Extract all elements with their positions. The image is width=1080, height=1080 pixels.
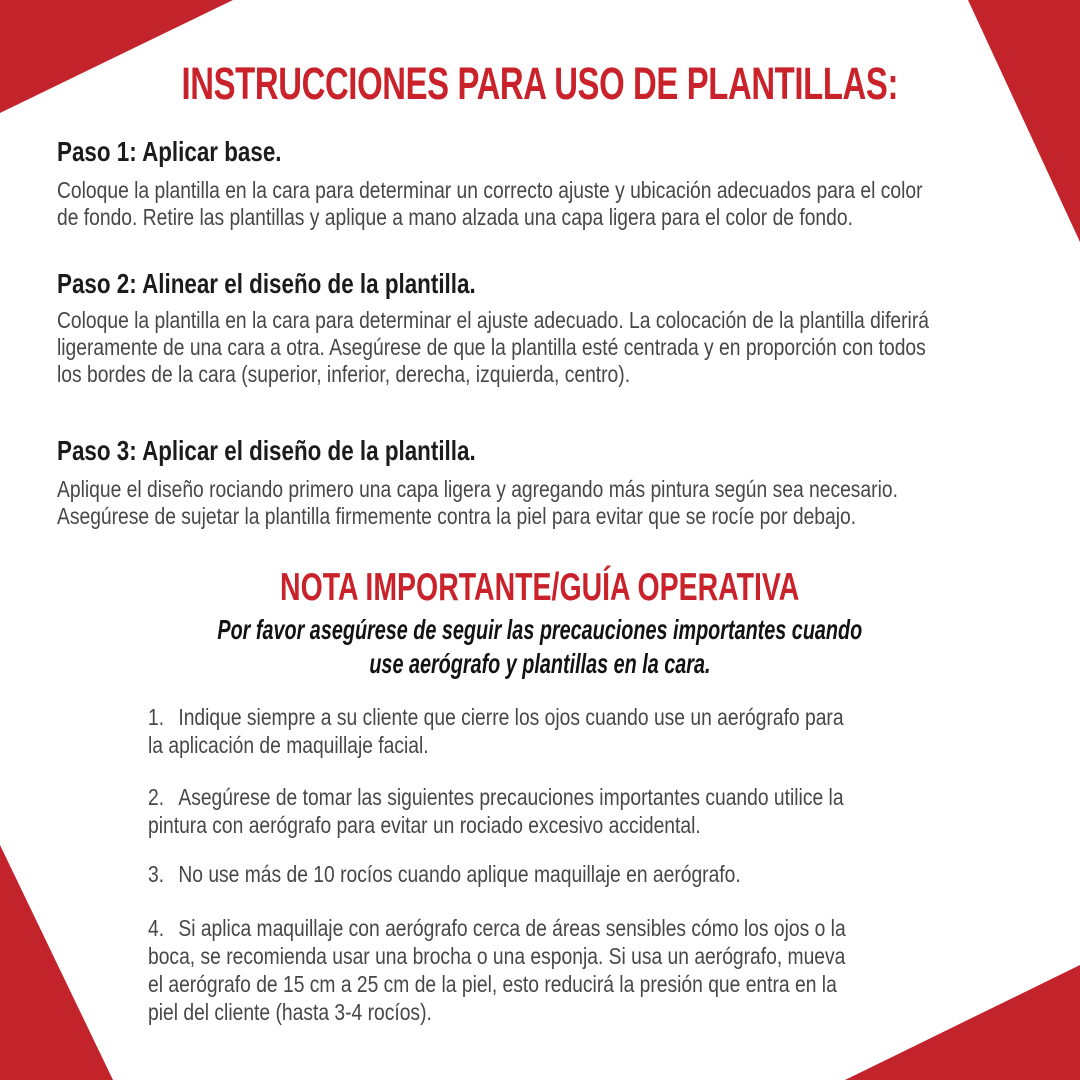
list-line-text: Asegúrese de tomar las siguientes precauciones importantes cuando utilice la: [178, 784, 844, 810]
subtitle-line-text: Por favor asegúrese de seguir las precauciones importantes cuando: [217, 614, 863, 645]
list-line: boca, se recomienda usar una brocha o una esponja. Si usa un aerógrafo, mueva: [148, 943, 846, 969]
note-subtitle: [0, 613, 1080, 681]
body-line: Coloque la plantilla en la cara para determinar el ajuste adecuado. La colocación de la plantilla diferirá: [57, 307, 929, 333]
list-line: [148, 860, 741, 888]
note-heading: [0, 566, 1080, 610]
list-number: 1.: [148, 704, 165, 730]
list-number: 4.: [148, 915, 165, 941]
step1-heading-text: Paso 1: Aplicar base.: [57, 136, 282, 167]
list-line-text: No use más de 10 rocíos cuando aplique maquillaje en aerógrafo.: [178, 861, 741, 887]
body-line: Coloque la plantilla en la cara para determinar un correcto ajuste y ubicación adecuados para el color: [57, 177, 923, 203]
list-line: piel del cliente (hasta 3-4 rocíos).: [148, 999, 432, 1025]
body-line: ligeramente de una cara a otra. Asegúrese de que la plantilla esté centrada y en proporción con todos: [57, 334, 926, 360]
list-item: [148, 783, 996, 839]
list-item: [148, 860, 871, 888]
step2-heading-text: Paso 2: Alinear el diseño de la plantilla.: [57, 268, 476, 299]
corner-triangle-bottom-left-icon: [0, 845, 113, 1080]
subtitle-line: [0, 613, 1080, 647]
list-number: 2.: [148, 784, 165, 810]
step2-heading: [57, 267, 580, 300]
step3-heading: [57, 434, 580, 467]
body-line: Aplique el diseño rociando primero una capa ligera y agregando más pintura según sea necesario.: [57, 476, 898, 502]
list-line-text: Si aplica maquillaje con aerógrafo cerca de áreas sensibles cómo los ojos o la: [178, 915, 846, 941]
list-line: el aerógrafo de 15 cm a 25 cm de la piel, esto reducirá la presión que entra en la: [148, 971, 837, 997]
list-line-text: Indique siempre a su cliente que cierre los ojos cuando use un aerógrafo para: [178, 704, 844, 730]
list-line: [148, 783, 844, 811]
step2-body: [57, 307, 1080, 388]
body-line: de fondo. Retire las plantillas y aplique a mano alzada una capa ligera para el color de fondo.: [57, 204, 853, 230]
list-number: 3.: [148, 861, 165, 887]
list-line: la aplicación de maquillaje facial.: [148, 732, 429, 758]
subtitle-line: [0, 647, 1080, 681]
page-title-text: INSTRUCCIONES PARA USO DE PLANTILLAS:: [181, 58, 899, 109]
note-heading-text: NOTA IMPORTANTE/GUÍA OPERATIVA: [280, 566, 800, 609]
list-line: [148, 914, 846, 942]
step1-body: [57, 177, 1080, 231]
subtitle-line-text: use aerógrafo y plantillas en la cara.: [369, 648, 711, 679]
step3-body: [57, 476, 1080, 530]
step3-heading-text: Paso 3: Aplicar el diseño de la plantilla.: [57, 435, 476, 466]
page-title: [0, 59, 1080, 109]
list-line: pintura con aerógrafo para evitar un rociado excesivo accidental.: [148, 812, 701, 838]
list-line: [148, 703, 844, 731]
list-item: [148, 703, 996, 759]
step1-heading: [57, 135, 338, 168]
list-item: [148, 914, 999, 1026]
body-line: Asegúrese de sujetar la plantilla firmemente contra la piel para evitar que se rocíe por debajo.: [57, 503, 857, 529]
body-line: los bordes de la cara (superior, inferior, derecha, izquierda, centro).: [57, 361, 631, 387]
